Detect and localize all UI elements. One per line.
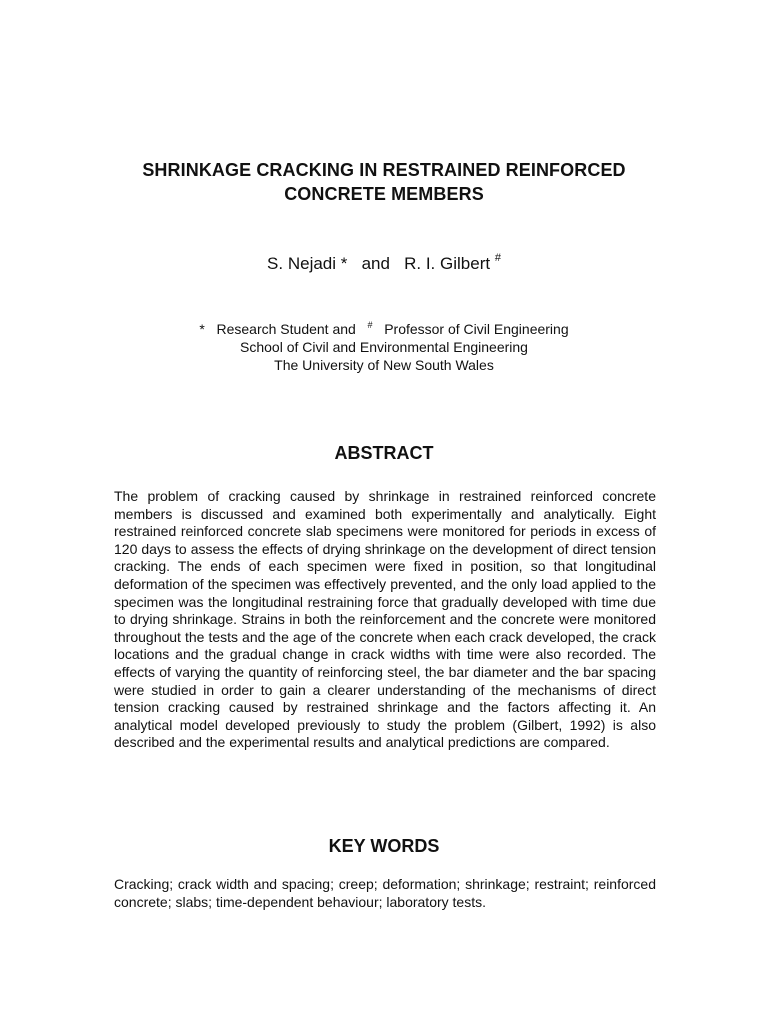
author-1-mark: *	[340, 254, 348, 273]
paper-title-line-2: CONCRETE MEMBERS	[284, 184, 484, 204]
affiliation-mark-1: *	[199, 321, 205, 337]
author-connector: and	[361, 254, 390, 273]
affiliation-block	[0, 320, 768, 374]
keywords-heading: KEY WORDS	[328, 836, 440, 856]
author-1-name: S. Nejadi	[267, 254, 337, 273]
author-2-name: R. I. Gilbert	[404, 254, 491, 273]
paper-title-line-1: SHRINKAGE CRACKING IN RESTRAINED REINFORCED	[142, 160, 626, 180]
paper-title	[84, 158, 684, 206]
affiliation-role-1: Research Student and	[216, 321, 356, 337]
author-2-mark: #	[494, 252, 501, 264]
author-line	[0, 252, 768, 276]
affiliation-role-2: Professor of Civil Engineering	[384, 321, 569, 337]
affiliation-roles	[0, 320, 768, 338]
keywords-text: Cracking; crack width and spacing; creep; deformation; shrinkage; restraint; reinforced concrete; slabs; time-dependent behaviour; laboratory tests.	[114, 876, 656, 910]
affiliation-university: The University of New South Wales	[274, 357, 494, 373]
abstract-text: The problem of cracking caused by shrinkage in restrained reinforced concrete members is discussed and examined both experimentally and analytically. Eight restrained reinforced concrete slab specimens were monitored for periods in excess of 120 days to assess the effects of drying shrinkage on the development of direct tension cracking. The ends of each specimen were fixed in position, so that longitudinal deformation of the specimen was effectively prevented, and the only load applied to the specimen was the longitudinal restraining force that gradually developed with time due to drying shrinkage. Strains in both the reinforcement and the concrete were monitored throughout the tests and the age of the concrete when each crack developed, the crack locations and the gradual change in crack widths with time were also recorded. The effects of varying the quantity of reinforcing steel, the bar diameter and the bar spacing were studied in order to gain a clearer understanding of the mechanisms of direct tension cracking caused by restrained shrinkage and the factors affecting it. An analytical model developed previously to study the problem (Gilbert, 1992) is also described and the experimental results and analytical predictions are compared.	[114, 488, 656, 751]
affiliation-school: School of Civil and Environmental Engineering	[240, 339, 528, 355]
abstract-heading: ABSTRACT	[334, 443, 434, 463]
affiliation-mark-2: #	[367, 320, 373, 330]
